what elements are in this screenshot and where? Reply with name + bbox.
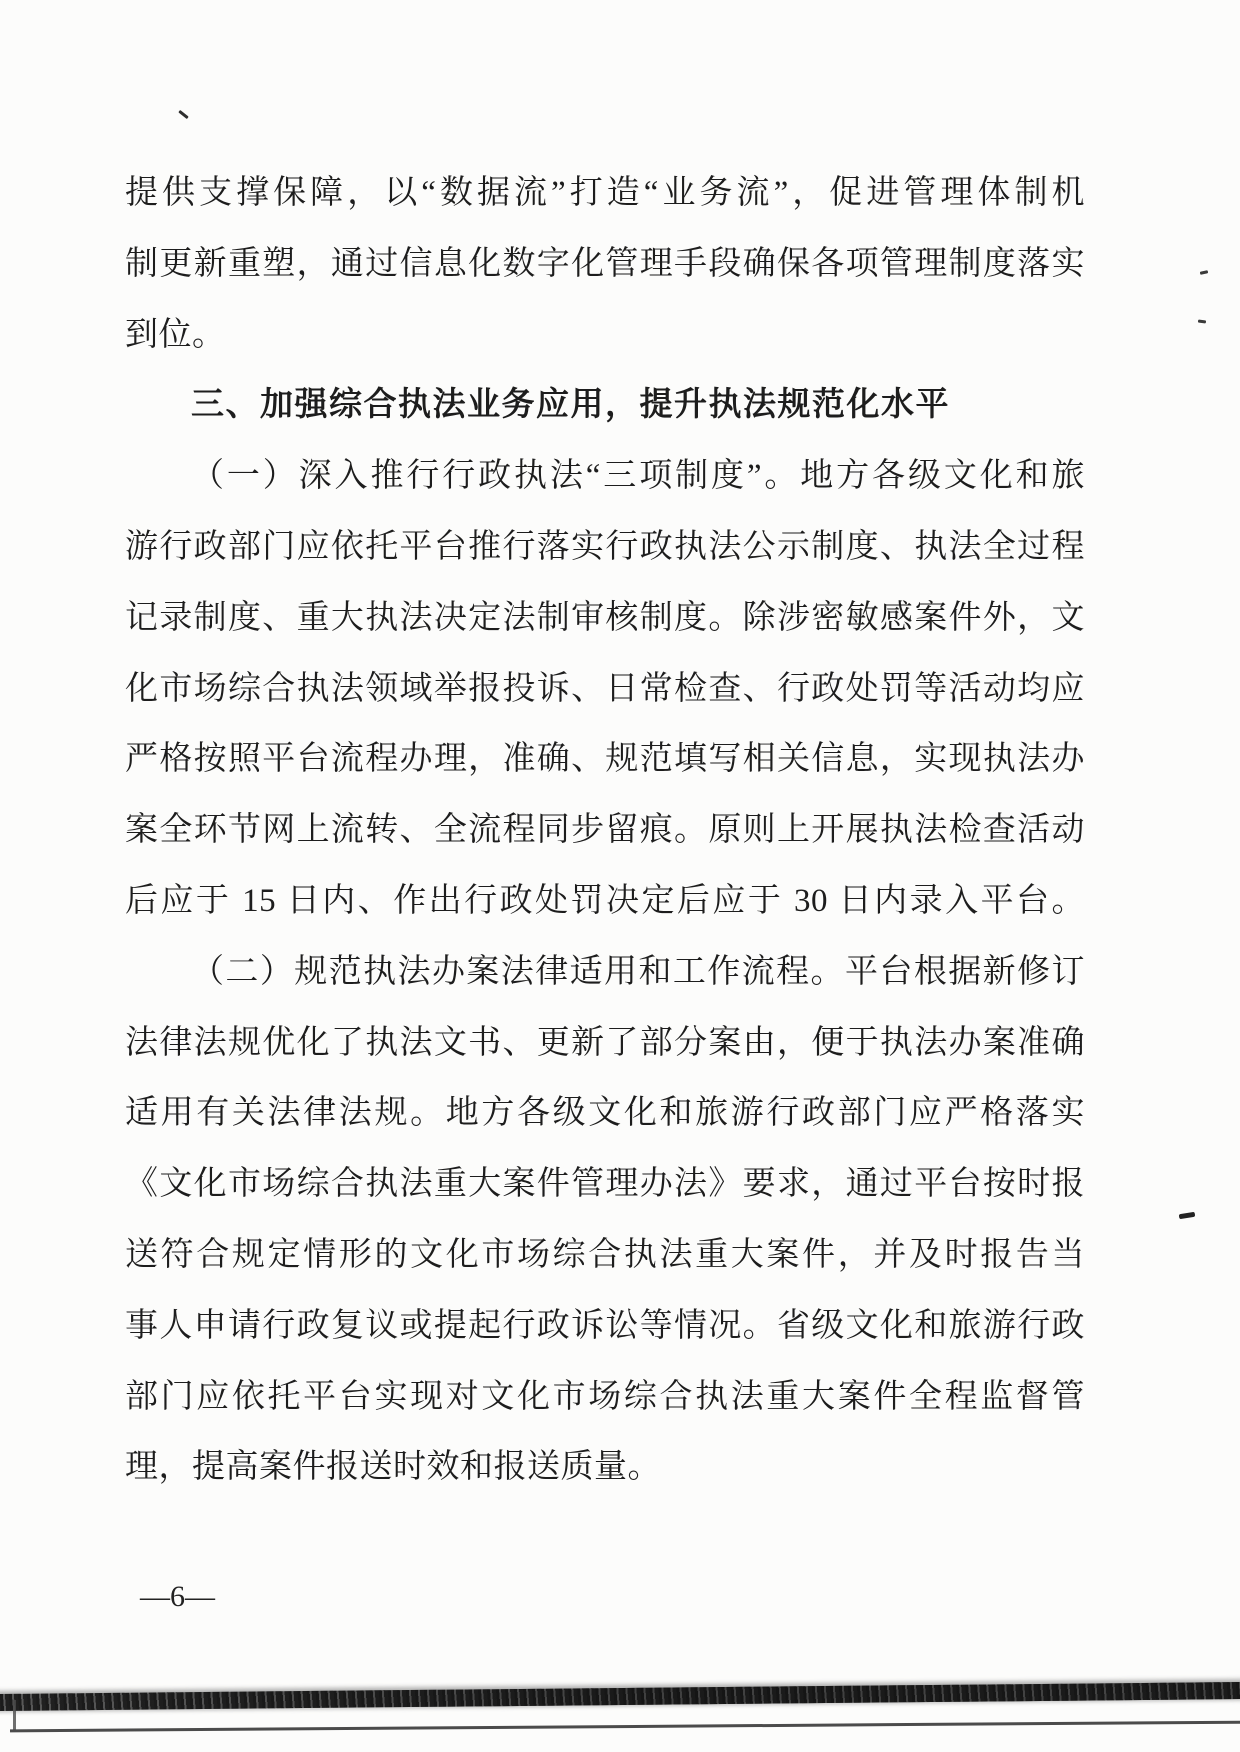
text-line-17: 事人申请行政复议或提起行政诉讼等情况。省级文化和旅游行政	[125, 1307, 1085, 1344]
scan-artifact	[1179, 1212, 1196, 1219]
text-line-16: 送符合规定情形的文化市场综合执法重大案件，并及时报告当	[125, 1236, 1085, 1273]
text-line-7: 记录制度、重大执法决定法制审核制度。除涉密敏感案件外，文	[125, 599, 1085, 636]
scan-edge-corner	[13, 1700, 16, 1730]
document-text-block	[125, 158, 1085, 1503]
text-line-18: 部门应依托平台实现对文化市场综合执法重大案件全程监督管	[125, 1378, 1085, 1415]
text-line-3: 到位。	[125, 316, 226, 353]
text-line-10: 案全环节网上流转、全流程同步留痕。原则上开展执法检查活动	[125, 812, 1085, 849]
scan-artifact	[178, 110, 189, 119]
text-line-1: 提供支撑保障，以“数据流”打造“业务流”，促进管理体制机	[125, 175, 1085, 211]
text-line-6: 游行政部门应依托平台推行落实行政执法公示制度、执法全过程	[125, 528, 1085, 565]
text-line-2: 制更新重塑，通过信息化数字化管理手段确保各项管理制度落实	[125, 245, 1085, 282]
scan-artifact	[1200, 270, 1208, 275]
text-line-13: 法律法规优化了执法文书、更新了部分案由，便于执法办案准确	[125, 1024, 1085, 1061]
scan-edge-shadow	[0, 1682, 1240, 1711]
text-line-5: （一）深入推行行政执法“三项制度”。地方各级文化和旅	[191, 458, 1085, 495]
text-line-8: 化市场综合执法领域举报投诉、日常检查、行政处罚等活动均应	[125, 670, 1085, 707]
text-line-4: 三、加强综合执法业务应用，提升执法规范化水平	[191, 387, 950, 424]
text-line-19: 理，提高案件报送时效和报送质量。	[125, 1449, 661, 1486]
text-line-11: 后应于 15 日内、作出行政处罚决定后应于 30 日内录入平台。	[125, 882, 1085, 919]
page-number: —6—	[140, 1580, 215, 1613]
scan-artifact	[1198, 319, 1206, 323]
text-line-9: 严格按照平台流程办理，准确、规范填写相关信息，实现执法办	[125, 741, 1085, 778]
text-line-12: （二）规范执法办案法律适用和工作流程。平台根据新修订	[191, 953, 1085, 990]
text-line-15: 《文化市场综合执法重大案件管理办法》要求，通过平台按时报	[125, 1166, 1085, 1203]
text-line-14: 适用有关法律法规。地方各级文化和旅游行政部门应严格落实	[125, 1095, 1085, 1132]
page-bottom-line	[10, 1721, 1240, 1733]
